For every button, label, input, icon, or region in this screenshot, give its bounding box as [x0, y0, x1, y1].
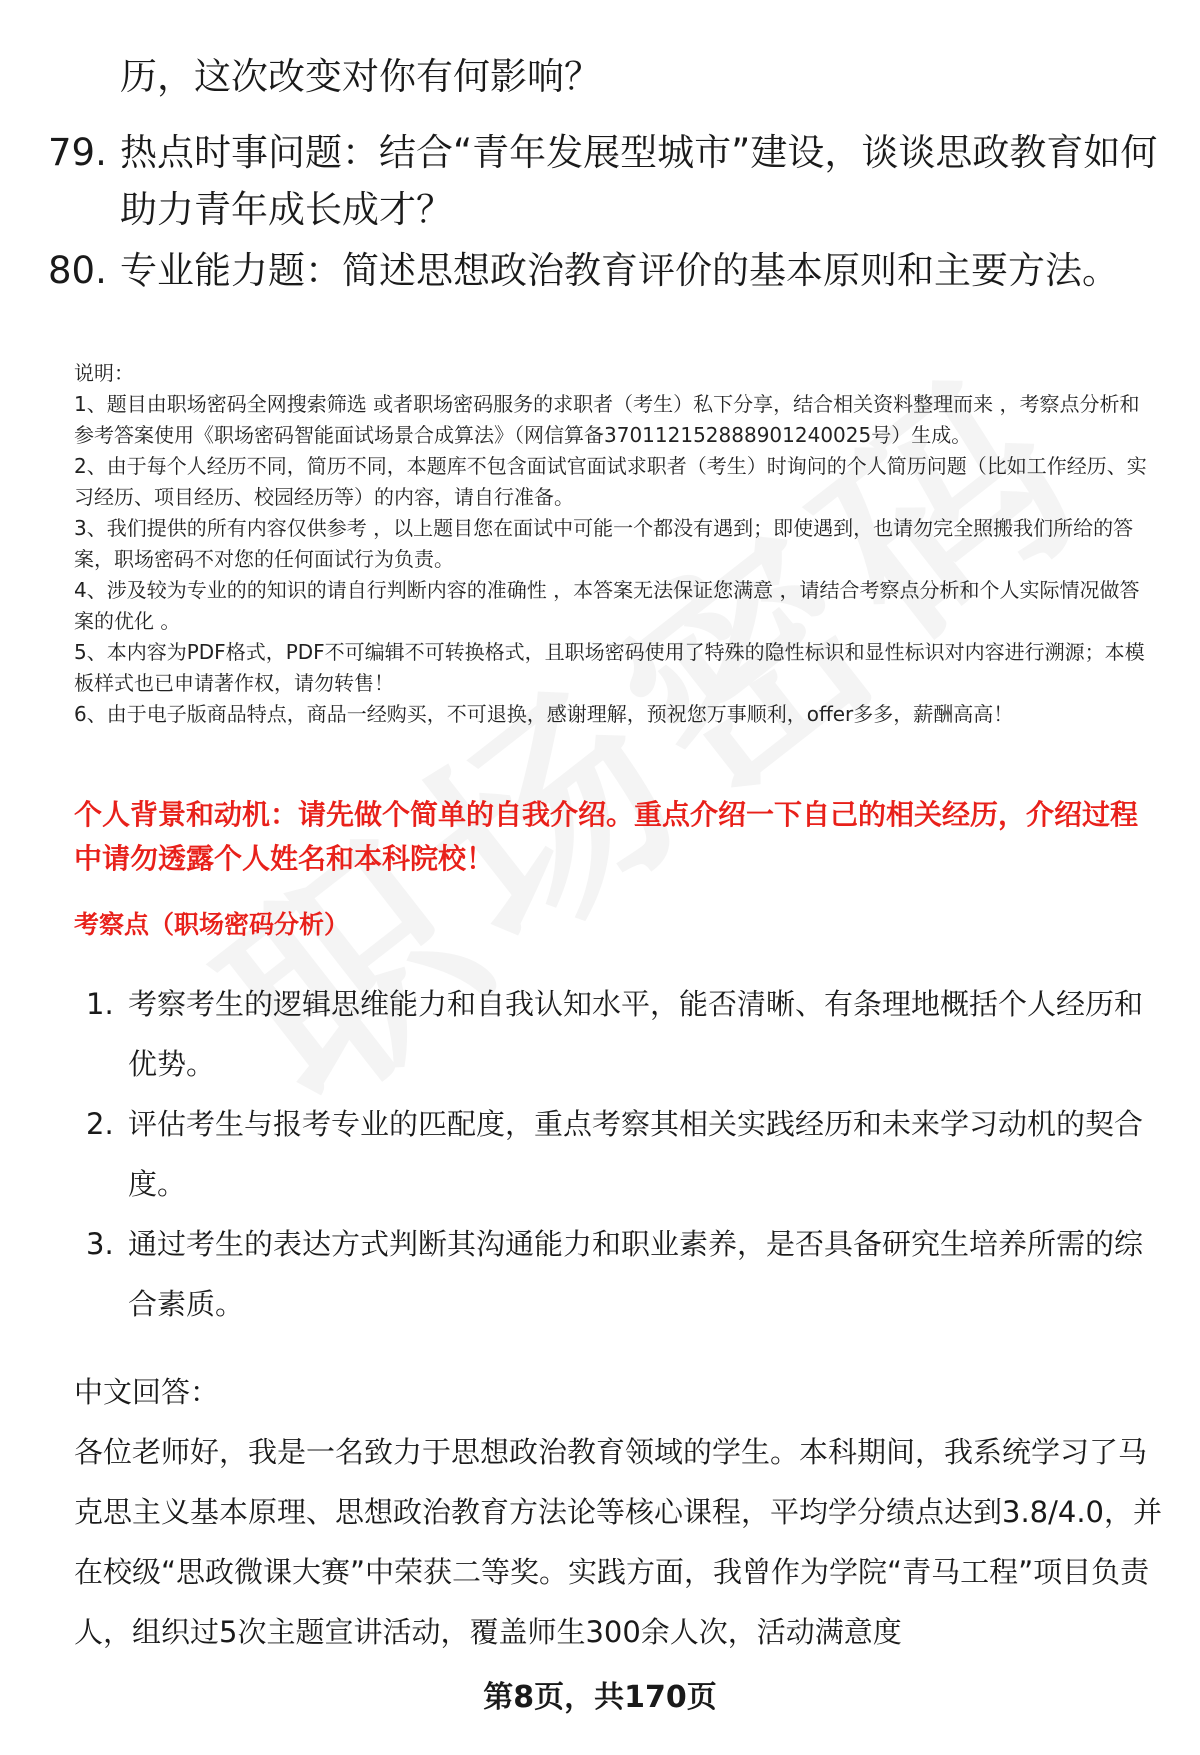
point-number: 1.	[86, 987, 114, 1021]
note-item: 6、由于电子版商品特点，商品一经购买，不可退换，感谢理解，预祝您万事顺利，offer多多，薪酬高高！	[74, 702, 1014, 726]
point-text: 考察考生的逻辑思维能力和自我认知水平，能否清晰、有条理地概括个人经历和优势。	[128, 987, 1144, 1081]
point-text: 评估考生与报考专业的匹配度，重点考察其相关实践经历和未来学习动机的契合度。	[128, 1107, 1144, 1201]
question-number: 80.	[48, 249, 107, 292]
point-number: 2.	[86, 1107, 114, 1141]
list-item	[80, 1214, 1160, 1334]
note-item: 2、由于每个人经历不同，简历不同，本题库不包含面试官面试求职者（考生）时询问的个人简历问题（比如工作经历、实习经历、项目经历、校园经历等）的内容，请自行准备。	[74, 454, 1147, 509]
question-text: 历，这次改变对你有何影响？	[120, 55, 601, 98]
note-item: 4、涉及较为专业的的知识的请自行判断内容的准确性 ，本答案无法保证您满意 ，请结合考察点分析和个人实际情况做答案的优化 。	[74, 578, 1140, 633]
point-number: 3.	[86, 1227, 114, 1261]
page-number: 第8页，共170页	[483, 1680, 717, 1715]
list-item	[80, 1094, 1160, 1214]
question-text: 专业能力题：简述思想政治教育评价的基本原则和主要方法。	[120, 249, 1119, 292]
list-item	[80, 974, 1160, 1094]
answer-label: 中文回答：	[74, 1375, 220, 1409]
answer-text: 各位老师好，我是一名致力于思想政治教育领域的学生。本科期间，我系统学习了马克思主义基本原理、思想政治教育方法论等核心课程，平均学分绩点达到3.8/4.0，并在校级“思政微课大赛”中荣获二等奖。实践方面，我曾作为学院“青马工程”项目负责人，组织过5次主题宣讲活动，覆盖师生300余人次，活动满意度	[74, 1435, 1163, 1649]
question-text: 热点时事问题：结合“青年发展型城市”建设，谈谈思政教育如何助力青年成长成才？	[120, 131, 1158, 231]
note-item: 3、我们提供的所有内容仅供参考 ，以上题目您在面试中可能一个都没有遇到；即使遇到，也请勿完全照搬我们所给的答案，职场密码不对您的任何面试行为负责。	[74, 516, 1134, 571]
analysis-points	[80, 974, 1160, 1334]
notes-title: 说明：	[74, 361, 134, 385]
question-number: 79.	[48, 131, 107, 174]
point-text: 通过考生的表达方式判断其沟通能力和职业素养，是否具备研究生培养所需的综合素质。	[128, 1227, 1144, 1321]
section-question: 个人背景和动机：请先做个简单的自我介绍。重点介绍一下自己的相关经历，介绍过程中请勿透露个人姓名和本科院校！	[74, 798, 1139, 875]
note-item: 5、本内容为PDF格式，PDF不可编辑不可转换格式，且职场密码使用了特殊的隐性标识和显性标识对内容进行溯源；本模板样式也已申请著作权，请勿转售！	[74, 640, 1145, 695]
analysis-title: 考察点（职场密码分析）	[74, 910, 350, 939]
disclaimer-notes	[74, 358, 1154, 730]
note-item: 1、题目由职场密码全网搜索筛选 或者职场密码服务的求职者（考生）私下分享，结合相关资料整理而来 ，考察点分析和参考答案使用《职场密码智能面试场景合成算法》（网信算备370112152888901240025号）生成。	[74, 392, 1140, 447]
